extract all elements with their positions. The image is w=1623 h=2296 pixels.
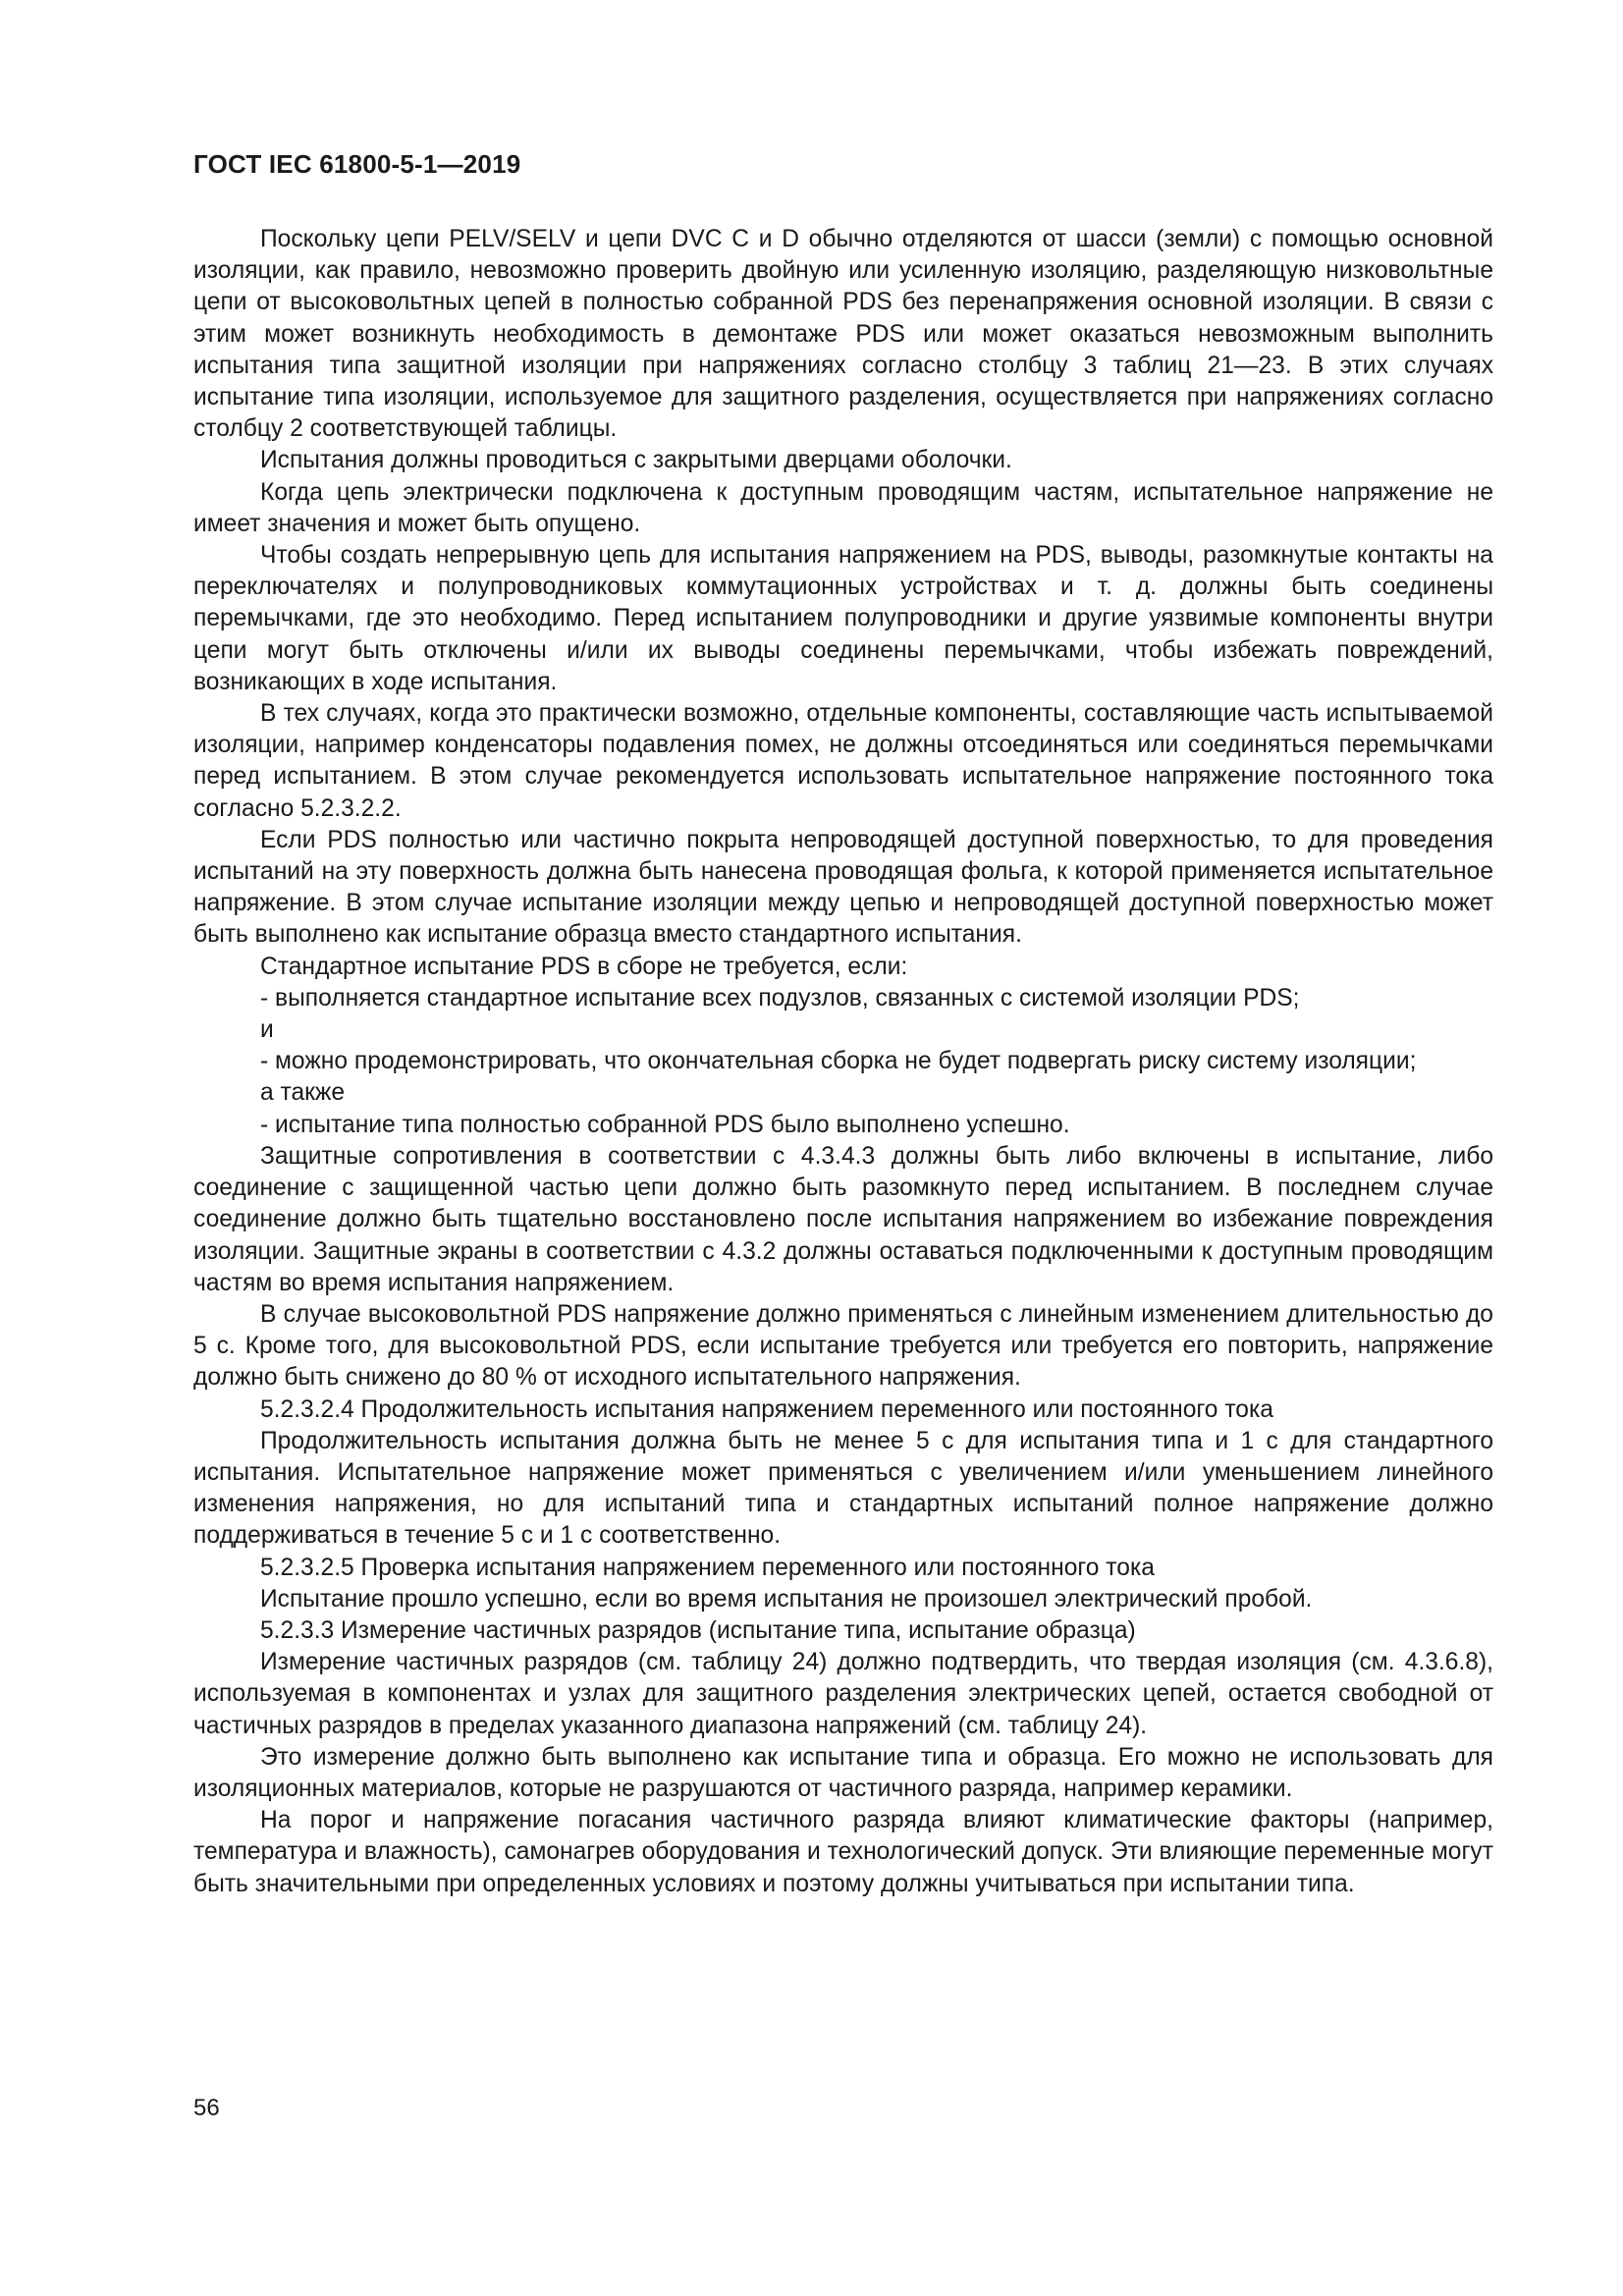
paragraph: Поскольку цепи PELV/SELV и цепи DVC C и D обычно отделяются от шасси (земли) с помощью основной изоляции, как правило, невозможно проверить двойную или усиленную изоляцию, разделяющую низковольтные цепи от высоковольтных цепей в полностью собранной PDS без перенапряжения основной изоляции. В связи с этим может возникнуть необходимость в демонтаже PDS или может оказаться невозможным выполнить испытания типа защитной изоляции при напряжениях согласно столбцу 3 таблиц 21—23. В этих случаях испытание типа изоляции, используемое для защитного разделения, осуществляется при напряжениях согласно столбцу 2 соответствующей таблицы. xyxy=(193,226,1493,443)
section-heading: 5.2.3.2.5 Проверка испытания напряжением переменного или постоянного тока xyxy=(260,1554,1155,1581)
paragraph: Защитные сопротивления в соответствии с 4.3.4.3 должны быть либо включены в испытание, либо соединение с защищенной частью цепи должно быть разомкнуто перед испытанием. В последнем случае соединение должно быть тщательно восстановлено после испытания напряжением во избежание повреждения изоляции. Защитные экраны в соответствии с 4.3.2 должны оставаться подключенными к доступным проводящим частям во время испытания напряжением. xyxy=(193,1142,1493,1296)
paragraph: Испытания должны проводиться с закрытыми дверцами оболочки. xyxy=(260,447,1012,474)
paragraph: Чтобы создать непрерывную цепь для испытания напряжением на PDS, выводы, разомкнутые контакты на переключателях и полупроводниковых коммутационных устройствах и т. д. должны быть соединены перемычками, где это необходимо. Перед испытанием полупроводники и другие уязвимые компоненты внутри цепи могут быть отключены и/или их выводы соединены перемычками, чтобы избежать повреждений, возникающих в ходе испытания. xyxy=(193,542,1493,695)
document-header: ГОСТ IEC 61800-5-1—2019 xyxy=(193,149,521,179)
paragraph: Если PDS полностью или частично покрыта непроводящей доступной поверхностью, то для проведения испытаний на эту поверхность должна быть нанесена проводящая фольга, к которой применяется испытательное напряжение. В этом случае испытание изоляции между цепью и непроводящей доступной поверхностью может быть выполнено как испытание образца вместо стандартного испытания. xyxy=(193,826,1493,949)
section-heading: 5.2.3.3 Измерение частичных разрядов (испытание типа, испытание образца) xyxy=(260,1616,1136,1644)
document-body xyxy=(193,224,1493,1900)
paragraph: В тех случаях, когда это практически возможно, отдельные компоненты, составляющие часть испытываемой изоляции, например конденсаторы подавления помех, не должны отсоединяться или соединяться перемычками перед испытанием. В этом случае рекомендуется использовать испытательное напряжение постоянного тока согласно 5.2.3.2.2. xyxy=(193,700,1493,822)
paragraph: В случае высоковольтной PDS напряжение должно применяться с линейным изменением длительностью до 5 с. Кроме того, для высоковольтной PDS, если испытание требуется или требуется его повторить, напряжение должно быть снижено до 80 % от исходного испытательного напряжения. xyxy=(193,1300,1493,1392)
paragraph: Продолжительность испытания должна быть не менее 5 с для испытания типа и 1 с для стандартного испытания. Испытательное напряжение может применяться с увеличением и/или уменьшением линейного изменения напряжения, но для испытаний типа и стандартных испытаний полное напряжение должно поддерживаться в течение 5 с и 1 с соответственно. xyxy=(193,1427,1493,1550)
paragraph: Это измерение должно быть выполнено как испытание типа и образца. Его можно не использовать для изоляционных материалов, которые не разрушаются от частичного разряда, например керамики. xyxy=(193,1743,1493,1802)
list-connector: а также xyxy=(260,1079,346,1107)
list-connector: и xyxy=(260,1016,274,1044)
paragraph: На порог и напряжение погасания частичного разряда влияют климатические факторы (например, температура и влажность), самонагрев оборудования и технологический допуск. Эти влияющие переменные могут быть значительными при определенных условиях и поэтому должны учитываться при испытании типа. xyxy=(193,1807,1493,1897)
page-number: 56 xyxy=(193,2095,220,2121)
paragraph: Когда цепь электрически подключена к доступным проводящим частям, испытательное напряжение не имеет значения и может быть опущено. xyxy=(193,478,1493,537)
paragraph: Измерение частичных разрядов (см. таблицу 24) должно подтвердить, что твердая изоляция (см. 4.3.6.8), используемая в компонентах и узлах для защитного разделения электрических цепей, остается свободной от частичных разрядов в пределах указанного диапазона напряжений (см. таблицу 24). xyxy=(193,1649,1493,1739)
list-item: - выполняется стандартное испытание всех подузлов, связанных с системой изоляции PDS; xyxy=(260,984,1300,1011)
section-heading: 5.2.3.2.4 Продолжительность испытания напряжением переменного или постоянного тока xyxy=(260,1395,1273,1423)
paragraph: Испытание прошло успешно, если во время испытания не произошел электрический пробой. xyxy=(260,1585,1313,1613)
list-item: - испытание типа полностью собранной PDS было выполнено успешно. xyxy=(260,1111,1070,1138)
list-item: - можно продемонстрировать, что окончательная сборка не будет подвергать риску систему изоляции; xyxy=(260,1048,1417,1075)
paragraph: Стандартное испытание PDS в сборе не требуется, если: xyxy=(260,953,908,980)
